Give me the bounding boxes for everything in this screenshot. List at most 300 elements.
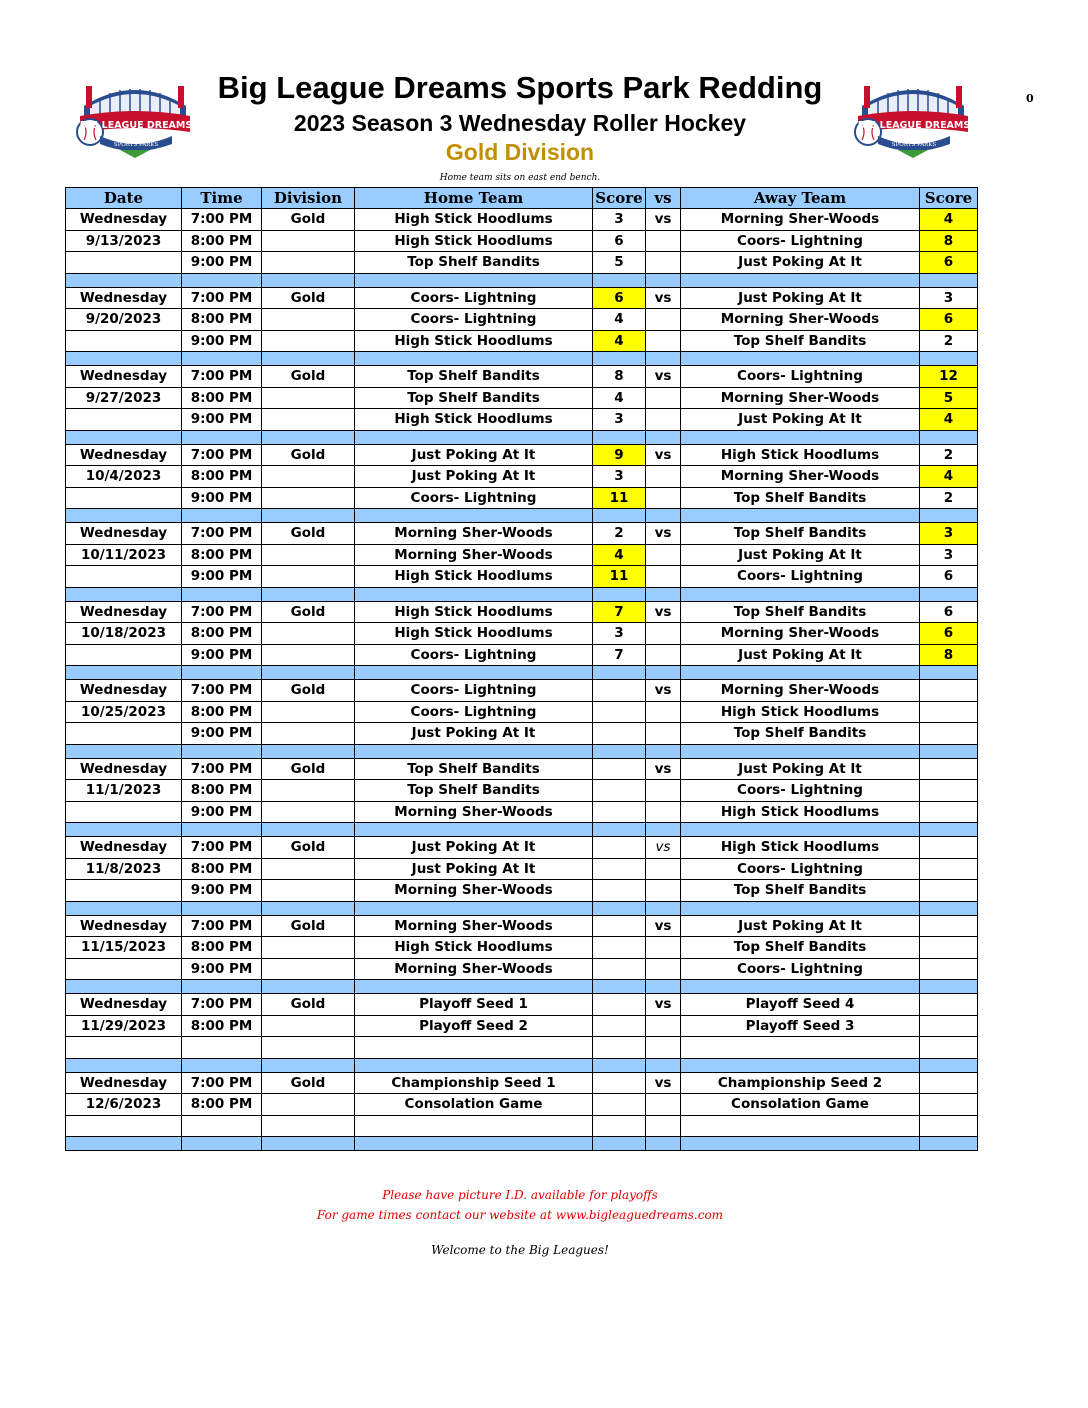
cell-home-score bbox=[593, 758, 646, 780]
cell-division bbox=[262, 937, 355, 959]
table-row bbox=[66, 701, 978, 723]
cell-home-team: Playoff Seed 1 bbox=[355, 994, 593, 1016]
separator-cell bbox=[262, 509, 355, 523]
cell-date: 11/29/2023 bbox=[66, 1015, 182, 1037]
cell-home-score bbox=[593, 837, 646, 859]
table-row bbox=[66, 801, 978, 823]
separator-cell bbox=[262, 587, 355, 601]
cell-home-team: Top Shelf Bandits bbox=[355, 252, 593, 274]
cell-vs bbox=[646, 544, 681, 566]
cell-away-team: Coors- Lightning bbox=[681, 366, 920, 388]
schedule-header-row bbox=[66, 188, 978, 209]
separator-cell bbox=[646, 509, 681, 523]
table-row bbox=[66, 409, 978, 431]
week-separator-row bbox=[66, 744, 978, 758]
table-row bbox=[66, 387, 978, 409]
separator-cell bbox=[262, 273, 355, 287]
cell-time: 9:00 PM bbox=[182, 252, 262, 274]
cell-away-score bbox=[920, 1094, 978, 1116]
cell-division: Gold bbox=[262, 680, 355, 702]
cell-home-score: 2 bbox=[593, 523, 646, 545]
cell-home-team: High Stick Hoodlums bbox=[355, 209, 593, 231]
cell-away-score bbox=[920, 758, 978, 780]
separator-cell bbox=[182, 1137, 262, 1151]
cell-division: Gold bbox=[262, 837, 355, 859]
separator-cell bbox=[66, 1058, 182, 1072]
cell-home-score bbox=[593, 680, 646, 702]
cell-home-team: Morning Sher-Woods bbox=[355, 801, 593, 823]
cell-time: 9:00 PM bbox=[182, 487, 262, 509]
cell-away-team: Coors- Lightning bbox=[681, 958, 920, 980]
cell-time: 7:00 PM bbox=[182, 1072, 262, 1094]
cell-time: 7:00 PM bbox=[182, 523, 262, 545]
cell-away-team: Morning Sher-Woods bbox=[681, 680, 920, 702]
cell-away-score: 6 bbox=[920, 566, 978, 588]
cell-home-score: 6 bbox=[593, 287, 646, 309]
cell-vs bbox=[646, 1094, 681, 1116]
cell-division: Gold bbox=[262, 1072, 355, 1094]
cell-away-team: Coors- Lightning bbox=[681, 780, 920, 802]
cell-home-score: 8 bbox=[593, 366, 646, 388]
cell-home-team: Coors- Lightning bbox=[355, 680, 593, 702]
cell-date: Wednesday bbox=[66, 680, 182, 702]
cell-away-score bbox=[920, 801, 978, 823]
separator-cell bbox=[646, 823, 681, 837]
separator-cell bbox=[646, 744, 681, 758]
page-title: Big League Dreams Sports Park Redding bbox=[217, 70, 823, 105]
separator-cell bbox=[920, 430, 978, 444]
separator-cell bbox=[681, 901, 920, 915]
cell-away-team: Top Shelf Bandits bbox=[681, 723, 920, 745]
separator-cell bbox=[646, 587, 681, 601]
separator-cell bbox=[182, 744, 262, 758]
cell-away-score: 12 bbox=[920, 366, 978, 388]
cell-away-score: 4 bbox=[920, 209, 978, 231]
table-row bbox=[66, 1115, 978, 1137]
separator-cell bbox=[646, 352, 681, 366]
cell-vs bbox=[646, 566, 681, 588]
cell-home-team: Championship Seed 1 bbox=[355, 1072, 593, 1094]
cell-division: Gold bbox=[262, 287, 355, 309]
cell-time: 8:00 PM bbox=[182, 780, 262, 802]
cell-vs: vs bbox=[646, 523, 681, 545]
cell-vs bbox=[646, 644, 681, 666]
cell-date: 11/1/2023 bbox=[66, 780, 182, 802]
separator-cell bbox=[593, 1137, 646, 1151]
cell-away-team: High Stick Hoodlums bbox=[681, 444, 920, 466]
cell-time: 8:00 PM bbox=[182, 701, 262, 723]
cell-home-team: Top Shelf Bandits bbox=[355, 387, 593, 409]
col-header-away-team: Away Team bbox=[681, 188, 920, 209]
table-row bbox=[66, 958, 978, 980]
cell-date bbox=[66, 723, 182, 745]
table-row bbox=[66, 330, 978, 352]
logo-text-top: BIG LEAGUE DREAMS bbox=[857, 120, 971, 131]
cell-away-team: High Stick Hoodlums bbox=[681, 801, 920, 823]
cell-vs bbox=[646, 701, 681, 723]
separator-cell bbox=[355, 901, 593, 915]
cell-vs bbox=[646, 937, 681, 959]
cell-date: 10/25/2023 bbox=[66, 701, 182, 723]
separator-cell bbox=[355, 1058, 593, 1072]
separator-cell bbox=[593, 901, 646, 915]
table-row bbox=[66, 780, 978, 802]
cell-date: 9/13/2023 bbox=[66, 230, 182, 252]
separator-cell bbox=[593, 352, 646, 366]
cell-time: 7:00 PM bbox=[182, 758, 262, 780]
cell-home-score: 4 bbox=[593, 330, 646, 352]
table-row bbox=[66, 466, 978, 488]
cell-division bbox=[262, 466, 355, 488]
cell-away-score bbox=[920, 880, 978, 902]
cell-time: 9:00 PM bbox=[182, 566, 262, 588]
cell-away-score bbox=[920, 680, 978, 702]
cell-time: 7:00 PM bbox=[182, 601, 262, 623]
cell-time: 9:00 PM bbox=[182, 880, 262, 902]
table-row bbox=[66, 644, 978, 666]
cell-home-team bbox=[355, 1037, 593, 1059]
table-row bbox=[66, 837, 978, 859]
separator-cell bbox=[66, 980, 182, 994]
cell-away-score: 4 bbox=[920, 409, 978, 431]
separator-cell bbox=[593, 587, 646, 601]
separator-cell bbox=[593, 666, 646, 680]
separator-cell bbox=[681, 823, 920, 837]
col-header-date: Date bbox=[66, 188, 182, 209]
separator-cell bbox=[920, 980, 978, 994]
cell-away-score: 4 bbox=[920, 466, 978, 488]
cell-away-score: 6 bbox=[920, 623, 978, 645]
cell-away-team: Coors- Lightning bbox=[681, 566, 920, 588]
separator-cell bbox=[646, 1058, 681, 1072]
cell-home-score: 9 bbox=[593, 444, 646, 466]
separator-cell bbox=[182, 901, 262, 915]
cell-division bbox=[262, 858, 355, 880]
week-separator-row bbox=[66, 352, 978, 366]
season-subtitle: 2023 Season 3 Wednesday Roller Hockey bbox=[293, 110, 747, 136]
table-row bbox=[66, 880, 978, 902]
col-header-away-score: Score bbox=[920, 188, 978, 209]
cell-division bbox=[262, 309, 355, 331]
cell-vs bbox=[646, 1015, 681, 1037]
separator-cell bbox=[355, 430, 593, 444]
cell-division: Gold bbox=[262, 758, 355, 780]
cell-home-score: 4 bbox=[593, 309, 646, 331]
cell-division bbox=[262, 701, 355, 723]
cell-date bbox=[66, 252, 182, 274]
separator-cell bbox=[182, 587, 262, 601]
week-separator-row bbox=[66, 509, 978, 523]
cell-vs: vs bbox=[646, 601, 681, 623]
cell-division bbox=[262, 1015, 355, 1037]
cell-away-score bbox=[920, 994, 978, 1016]
cell-date: 10/4/2023 bbox=[66, 466, 182, 488]
cell-date bbox=[66, 644, 182, 666]
col-header-vs: vs bbox=[646, 188, 681, 209]
cell-home-team: Top Shelf Bandits bbox=[355, 758, 593, 780]
cell-home-score bbox=[593, 801, 646, 823]
cell-away-score: 8 bbox=[920, 644, 978, 666]
cell-division bbox=[262, 958, 355, 980]
cell-date bbox=[66, 958, 182, 980]
col-header-home-score: Score bbox=[593, 188, 646, 209]
separator-cell bbox=[66, 352, 182, 366]
cell-away-team: Just Poking At It bbox=[681, 252, 920, 274]
separator-cell bbox=[593, 744, 646, 758]
cell-vs bbox=[646, 780, 681, 802]
table-row bbox=[66, 544, 978, 566]
separator-cell bbox=[262, 1058, 355, 1072]
week-separator-row bbox=[66, 1137, 978, 1151]
cell-away-score bbox=[920, 915, 978, 937]
cell-division: Gold bbox=[262, 915, 355, 937]
cell-home-team: Just Poking At It bbox=[355, 466, 593, 488]
separator-cell bbox=[920, 744, 978, 758]
cell-home-score bbox=[593, 858, 646, 880]
table-row bbox=[66, 523, 978, 545]
cell-vs bbox=[646, 230, 681, 252]
cell-home-team: High Stick Hoodlums bbox=[355, 409, 593, 431]
website-notice: For game times contact our website at www.bigleaguedreams.com bbox=[316, 1208, 724, 1222]
cell-away-team: Top Shelf Bandits bbox=[681, 937, 920, 959]
separator-cell bbox=[681, 980, 920, 994]
cell-away-score: 3 bbox=[920, 287, 978, 309]
cell-away-team: Morning Sher-Woods bbox=[681, 623, 920, 645]
cell-time: 9:00 PM bbox=[182, 801, 262, 823]
cell-home-team: Top Shelf Bandits bbox=[355, 780, 593, 802]
cell-date: Wednesday bbox=[66, 758, 182, 780]
bench-note: Home team sits on east end bench. bbox=[439, 173, 601, 183]
cell-away-score: 6 bbox=[920, 252, 978, 274]
separator-cell bbox=[262, 744, 355, 758]
cell-away-team: Playoff Seed 4 bbox=[681, 994, 920, 1016]
cell-vs: vs bbox=[646, 366, 681, 388]
cell-division: Gold bbox=[262, 523, 355, 545]
cell-home-team: Just Poking At It bbox=[355, 444, 593, 466]
cell-home-team: Coors- Lightning bbox=[355, 309, 593, 331]
table-row bbox=[66, 758, 978, 780]
cell-date: Wednesday bbox=[66, 523, 182, 545]
cell-date bbox=[66, 409, 182, 431]
cell-division: Gold bbox=[262, 994, 355, 1016]
week-separator-row bbox=[66, 980, 978, 994]
cell-date: Wednesday bbox=[66, 366, 182, 388]
cell-away-team: Top Shelf Bandits bbox=[681, 523, 920, 545]
table-row bbox=[66, 680, 978, 702]
cell-vs bbox=[646, 409, 681, 431]
cell-time bbox=[182, 1037, 262, 1059]
col-header-time: Time bbox=[182, 188, 262, 209]
separator-cell bbox=[262, 823, 355, 837]
cell-home-team: Coors- Lightning bbox=[355, 701, 593, 723]
cell-home-team: Coors- Lightning bbox=[355, 287, 593, 309]
cell-date: Wednesday bbox=[66, 444, 182, 466]
cell-away-score bbox=[920, 958, 978, 980]
cell-away-score: 2 bbox=[920, 444, 978, 466]
cell-home-team: High Stick Hoodlums bbox=[355, 623, 593, 645]
week-separator-row bbox=[66, 273, 978, 287]
separator-cell bbox=[920, 273, 978, 287]
cell-vs: vs bbox=[646, 444, 681, 466]
cell-time: 7:00 PM bbox=[182, 915, 262, 937]
cell-vs bbox=[646, 387, 681, 409]
table-row bbox=[66, 1015, 978, 1037]
cell-home-team: Consolation Game bbox=[355, 1094, 593, 1116]
welcome-message: Welcome to the Big Leagues! bbox=[431, 1243, 609, 1257]
cell-away-team: Just Poking At It bbox=[681, 915, 920, 937]
cell-division bbox=[262, 1094, 355, 1116]
cell-home-score bbox=[593, 701, 646, 723]
cell-vs bbox=[646, 623, 681, 645]
table-row bbox=[66, 209, 978, 231]
cell-time: 8:00 PM bbox=[182, 230, 262, 252]
cell-date: Wednesday bbox=[66, 601, 182, 623]
table-row bbox=[66, 994, 978, 1016]
cell-away-team: Morning Sher-Woods bbox=[681, 209, 920, 231]
cell-division bbox=[262, 801, 355, 823]
cell-date: 11/8/2023 bbox=[66, 858, 182, 880]
cell-division bbox=[262, 544, 355, 566]
table-row bbox=[66, 723, 978, 745]
week-separator-row bbox=[66, 901, 978, 915]
cell-home-score: 3 bbox=[593, 623, 646, 645]
cell-date: 9/27/2023 bbox=[66, 387, 182, 409]
cell-away-team: Consolation Game bbox=[681, 1094, 920, 1116]
cell-division bbox=[262, 723, 355, 745]
separator-cell bbox=[920, 509, 978, 523]
cell-date: Wednesday bbox=[66, 1072, 182, 1094]
cell-time: 9:00 PM bbox=[182, 644, 262, 666]
cell-date: Wednesday bbox=[66, 209, 182, 231]
separator-cell bbox=[681, 1137, 920, 1151]
cell-home-team: High Stick Hoodlums bbox=[355, 330, 593, 352]
separator-cell bbox=[681, 666, 920, 680]
separator-cell bbox=[593, 430, 646, 444]
separator-cell bbox=[66, 666, 182, 680]
cell-vs bbox=[646, 880, 681, 902]
cell-home-team: Morning Sher-Woods bbox=[355, 880, 593, 902]
cell-away-score bbox=[920, 858, 978, 880]
week-separator-row bbox=[66, 587, 978, 601]
separator-cell bbox=[681, 273, 920, 287]
cell-home-score bbox=[593, 1037, 646, 1059]
table-row bbox=[66, 487, 978, 509]
cell-home-team: Coors- Lightning bbox=[355, 644, 593, 666]
cell-away-team: Morning Sher-Woods bbox=[681, 309, 920, 331]
cell-date: Wednesday bbox=[66, 915, 182, 937]
cell-home-score: 4 bbox=[593, 544, 646, 566]
separator-cell bbox=[681, 1058, 920, 1072]
cell-vs bbox=[646, 1037, 681, 1059]
cell-division bbox=[262, 230, 355, 252]
cell-away-team: Morning Sher-Woods bbox=[681, 466, 920, 488]
cell-away-team: Morning Sher-Woods bbox=[681, 387, 920, 409]
separator-cell bbox=[262, 980, 355, 994]
table-row bbox=[66, 601, 978, 623]
separator-cell bbox=[262, 666, 355, 680]
cell-division bbox=[262, 409, 355, 431]
cell-away-score bbox=[920, 1015, 978, 1037]
cell-date: Wednesday bbox=[66, 994, 182, 1016]
separator-cell bbox=[681, 430, 920, 444]
cell-away-team: Playoff Seed 3 bbox=[681, 1015, 920, 1037]
col-header-home-team: Home Team bbox=[355, 188, 593, 209]
cell-home-score bbox=[593, 1115, 646, 1137]
cell-home-score: 3 bbox=[593, 209, 646, 231]
cell-time: 7:00 PM bbox=[182, 366, 262, 388]
cell-time: 8:00 PM bbox=[182, 466, 262, 488]
cell-home-score bbox=[593, 880, 646, 902]
cell-division bbox=[262, 387, 355, 409]
separator-cell bbox=[182, 273, 262, 287]
table-row bbox=[66, 937, 978, 959]
separator-cell bbox=[920, 666, 978, 680]
cell-home-team: Top Shelf Bandits bbox=[355, 366, 593, 388]
table-row bbox=[66, 444, 978, 466]
cell-vs: vs bbox=[646, 287, 681, 309]
cell-away-team: Coors- Lightning bbox=[681, 858, 920, 880]
cell-away-score bbox=[920, 937, 978, 959]
cell-away-team: Just Poking At It bbox=[681, 758, 920, 780]
cell-home-team: High Stick Hoodlums bbox=[355, 601, 593, 623]
cell-date bbox=[66, 801, 182, 823]
cell-away-score bbox=[920, 723, 978, 745]
cell-home-team: Just Poking At It bbox=[355, 723, 593, 745]
cell-home-score: 11 bbox=[593, 487, 646, 509]
separator-cell bbox=[66, 823, 182, 837]
cell-date bbox=[66, 880, 182, 902]
separator-cell bbox=[355, 980, 593, 994]
cell-home-team: Coors- Lightning bbox=[355, 487, 593, 509]
cell-home-score: 7 bbox=[593, 644, 646, 666]
cell-away-score: 6 bbox=[920, 601, 978, 623]
cell-time: 7:00 PM bbox=[182, 444, 262, 466]
cell-vs bbox=[646, 309, 681, 331]
separator-cell bbox=[593, 273, 646, 287]
separator-cell bbox=[355, 352, 593, 366]
separator-cell bbox=[355, 1137, 593, 1151]
cell-time bbox=[182, 1115, 262, 1137]
separator-cell bbox=[182, 509, 262, 523]
cell-away-score bbox=[920, 837, 978, 859]
cell-time: 8:00 PM bbox=[182, 937, 262, 959]
separator-cell bbox=[646, 1137, 681, 1151]
separator-cell bbox=[681, 509, 920, 523]
separator-cell bbox=[182, 352, 262, 366]
separator-cell bbox=[355, 744, 593, 758]
separator-cell bbox=[646, 980, 681, 994]
cell-home-score bbox=[593, 958, 646, 980]
cell-vs: vs bbox=[646, 994, 681, 1016]
cell-home-score bbox=[593, 915, 646, 937]
cell-home-team: Morning Sher-Woods bbox=[355, 544, 593, 566]
separator-cell bbox=[66, 1137, 182, 1151]
cell-time: 7:00 PM bbox=[182, 287, 262, 309]
cell-away-score bbox=[920, 701, 978, 723]
cell-date: 10/11/2023 bbox=[66, 544, 182, 566]
separator-cell bbox=[66, 430, 182, 444]
cell-vs bbox=[646, 958, 681, 980]
cell-date bbox=[66, 1115, 182, 1137]
separator-cell bbox=[681, 587, 920, 601]
cell-vs: vs bbox=[646, 915, 681, 937]
cell-division bbox=[262, 780, 355, 802]
cell-date bbox=[66, 330, 182, 352]
cell-home-team: Playoff Seed 2 bbox=[355, 1015, 593, 1037]
cell-vs: vs bbox=[646, 1072, 681, 1094]
separator-cell bbox=[182, 823, 262, 837]
cell-home-score bbox=[593, 1094, 646, 1116]
